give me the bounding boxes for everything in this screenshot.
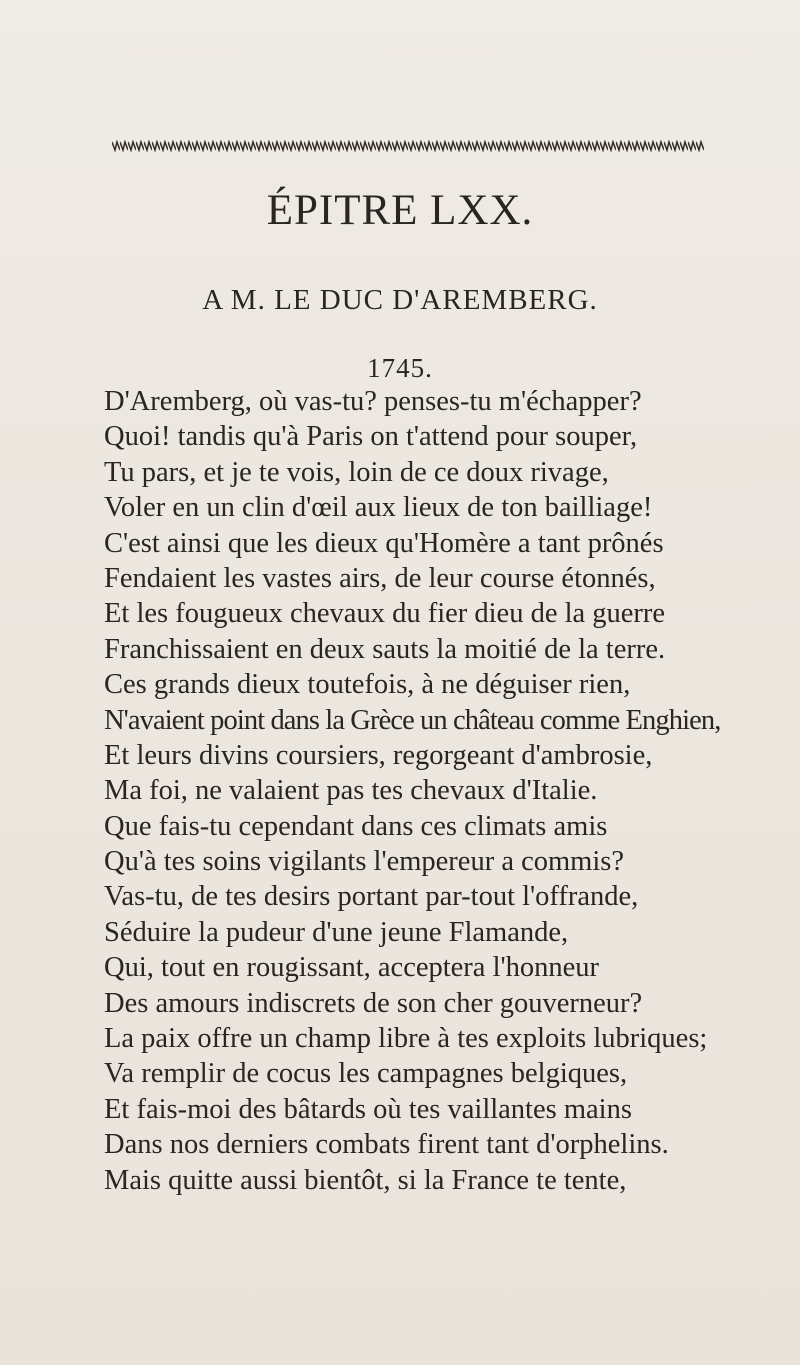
verse-line: Et leurs divins coursiers, regorgeant d'ambrosie, <box>104 739 653 771</box>
verse-line: Vas-tu, de tes desirs portant par-tout l'offrande, <box>104 881 639 913</box>
verse-line: Des amours indiscrets de son cher gouverneur? <box>104 987 643 1019</box>
verse-line: Ces grands dieux toutefois, à ne déguiser rien, <box>104 669 631 701</box>
verse-line: D'Aremberg, où vas-tu? penses-tu m'échapper? <box>104 386 642 417</box>
year-heading: 1745. <box>367 353 433 383</box>
verse-line: Tu pars, et je te vois, loin de ce doux rivage, <box>104 456 609 488</box>
verse-line: N'avaient point dans la Grèce un château comme Enghien, <box>104 704 721 736</box>
verse-line: Et fais-moi des bâtards où tes vaillantes mains <box>104 1093 632 1125</box>
verse-line: Va remplir de cocus les campagnes belgiques, <box>104 1058 628 1090</box>
verse-line: C'est ainsi que les dieux qu'Homère a tant prônés <box>104 527 664 559</box>
verse-line: Dans nos derniers combats firent tant d'orphelins. <box>104 1129 669 1161</box>
verse-line: Mais quitte aussi bientôt, si la France te tente, <box>104 1164 627 1196</box>
epistle-title: ÉPITRE LXX. <box>266 187 534 234</box>
verse-line: Fendaient les vastes airs, de leur course étonnés, <box>104 562 656 594</box>
verse-line: Et les fougueux chevaux du fier dieu de la guerre <box>104 598 666 630</box>
dedication-heading: A M. LE DUC D'AREMBERG. <box>202 284 598 316</box>
verse-line: Franchissaient en deux sauts la moitié de la terre. <box>104 633 666 665</box>
verse-line: Quoi! tandis qu'à Paris on t'attend pour souper, <box>104 421 638 453</box>
header-ornament <box>112 140 704 152</box>
verse-line: Voler en un clin d'œil aux lieux de ton bailliage! <box>104 492 653 524</box>
poem-verses <box>104 384 794 1198</box>
verse-line: Séduire la pudeur d'une jeune Flamande, <box>104 916 569 948</box>
verse-line: Ma foi, ne valaient pas tes chevaux d'Italie. <box>104 775 598 807</box>
verse-line: La paix offre un champ libre à tes exploits lubriques; <box>104 1023 708 1055</box>
verse-line: Qu'à tes soins vigilants l'empereur a commis? <box>104 846 624 878</box>
verse-line: Qui, tout en rougissant, acceptera l'honneur <box>104 952 600 984</box>
verse-line: Que fais-tu cependant dans ces climats amis <box>104 810 608 842</box>
